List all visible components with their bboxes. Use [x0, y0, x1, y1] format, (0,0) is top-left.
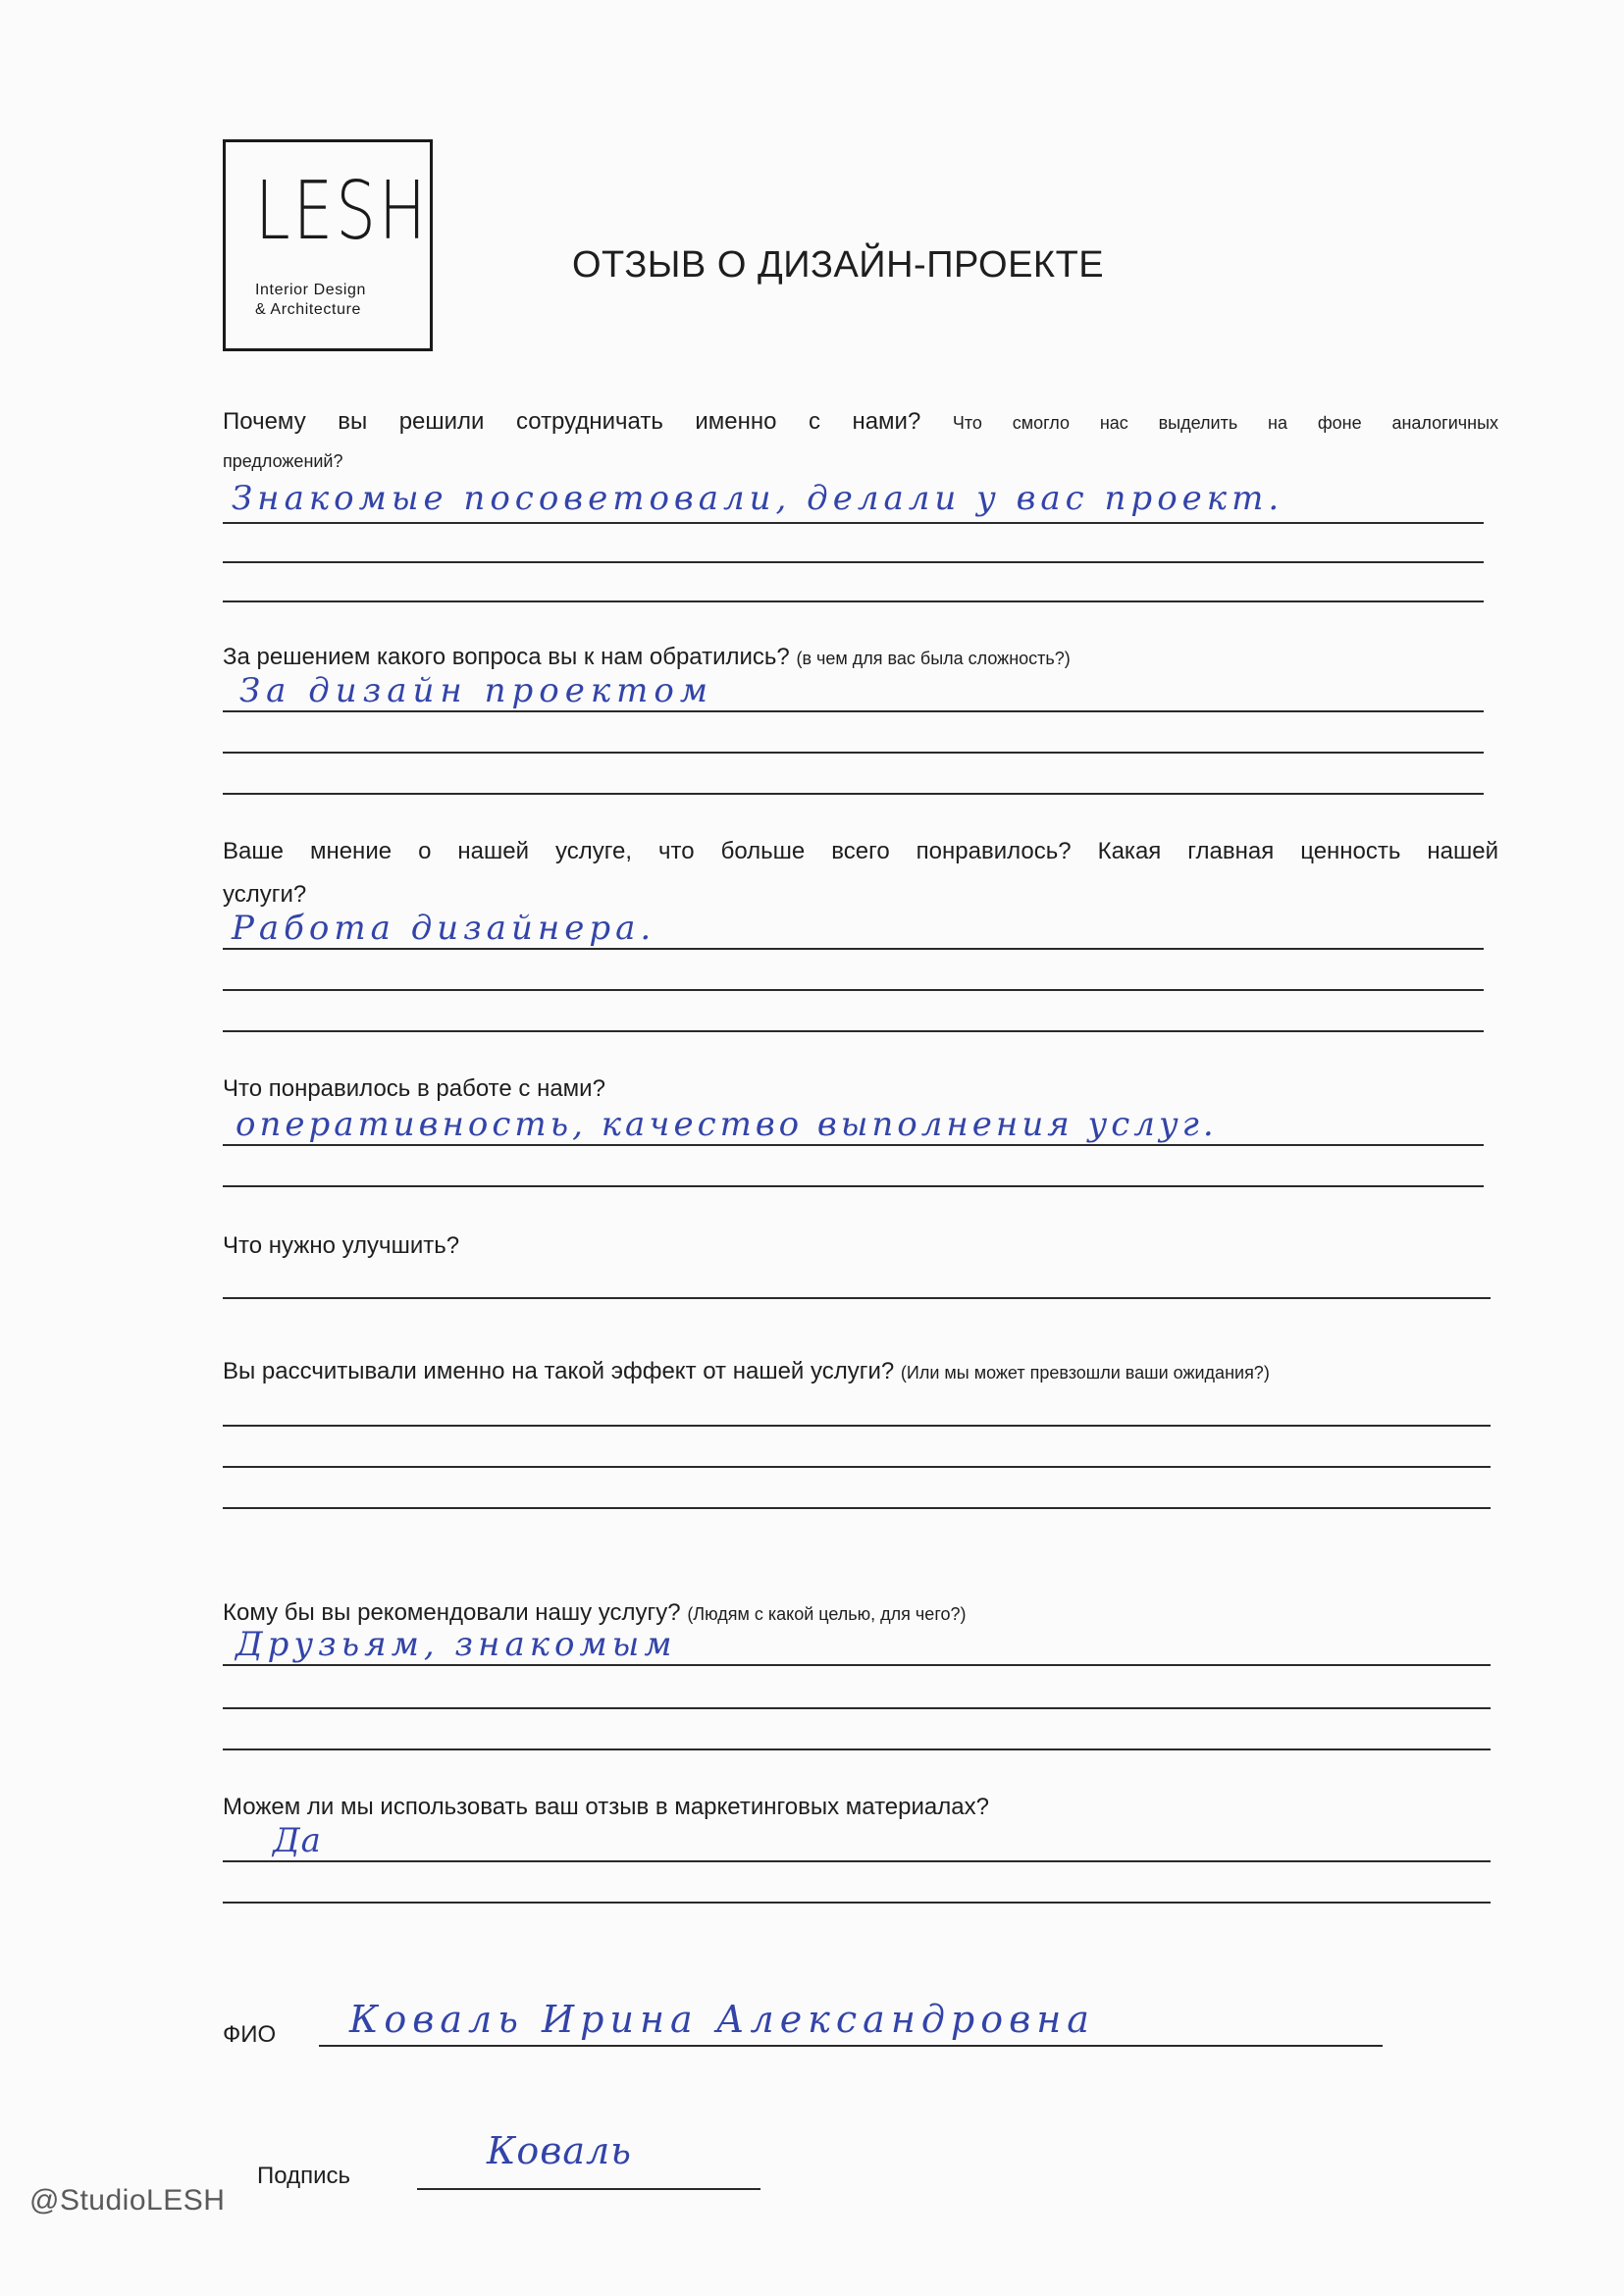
- question-6-hint: (Или мы может превзошли ваши ожидания?): [900, 1363, 1270, 1383]
- question-1-hint: Что смогло нас выделить на фоне аналогичных: [952, 413, 1499, 433]
- question-1-text: Почему вы решили сотрудничать именно с нами?: [223, 408, 921, 435]
- logo-tagline-line1: Interior Design: [255, 282, 367, 298]
- fio-handwriting: Коваль Ирина Александровна: [349, 1998, 1095, 2041]
- answer-line: [223, 1425, 1491, 1427]
- answer-7-handwriting: Друзьям, знакомым: [236, 1625, 677, 1664]
- question-8: Можем ли мы использовать ваш отзыв в маркетинговых материалах?: [223, 1794, 989, 1820]
- signature-handwriting: Коваль: [487, 2129, 632, 2172]
- answer-line: [223, 1030, 1484, 1032]
- logo-tagline: [255, 281, 366, 320]
- watermark: @StudioLESH: [29, 2184, 226, 2217]
- answer-line: [223, 752, 1484, 754]
- answer-1-handwriting: Знакомые посоветовали, делали у вас проект.: [232, 479, 1284, 518]
- question-7-text: Кому бы вы рекомендовали нашу услугу?: [223, 1599, 681, 1626]
- signature-line: [417, 2188, 760, 2190]
- answer-line: [223, 561, 1484, 563]
- answer-line: [223, 948, 1484, 950]
- answer-line: [223, 1507, 1491, 1509]
- answer-line: [223, 1860, 1491, 1862]
- logo-name: LESH: [255, 165, 430, 258]
- question-4: Что понравилось в работе с нами?: [223, 1075, 605, 1102]
- answer-4-handwriting: оперативность, качество выполнения услуг.: [236, 1105, 1218, 1144]
- question-1-hint-cont: предложений?: [223, 451, 343, 471]
- answer-line: [223, 1185, 1484, 1187]
- answer-line: [223, 1466, 1491, 1468]
- question-7-hint: (Людям с какой целью, для чего?): [687, 1604, 967, 1624]
- page-title: ОТЗЫВ О ДИЗАЙН-ПРОЕКТЕ: [572, 244, 1105, 286]
- answer-line: [223, 989, 1484, 991]
- answer-line: [223, 710, 1484, 712]
- answer-line: [223, 793, 1484, 795]
- question-1: [223, 400, 1498, 444]
- question-2-hint: (в чем для вас была сложность?): [796, 649, 1071, 668]
- company-logo: [223, 139, 433, 351]
- question-2-text: За решением какого вопроса вы к нам обратились?: [223, 644, 790, 670]
- answer-3-handwriting: Работа дизайнера.: [232, 909, 656, 948]
- answer-2-handwriting: За дизайн проектом: [239, 671, 714, 710]
- question-6-text: Вы рассчитывали именно на такой эффект от нашей услуги?: [223, 1358, 895, 1384]
- answer-8-handwriting: Да: [273, 1821, 322, 1860]
- answer-line: [223, 1297, 1491, 1299]
- fio-label: ФИО: [223, 2021, 277, 2048]
- signature-label: Подпись: [257, 2163, 350, 2189]
- logo-tagline-line2: & Architecture: [255, 301, 362, 318]
- answer-line: [223, 600, 1484, 602]
- answer-line: [223, 1664, 1491, 1666]
- question-5: Что нужно улучшить?: [223, 1232, 460, 1259]
- answer-line: [223, 1902, 1491, 1904]
- question-6: [223, 1350, 1270, 1394]
- question-3-cont: услуги?: [223, 881, 307, 908]
- answer-line: [223, 1707, 1491, 1709]
- answer-line: [223, 1144, 1484, 1146]
- answer-line: [223, 522, 1484, 524]
- answer-line: [223, 1748, 1491, 1750]
- question-3: Ваше мнение о нашей услуге, что больше всего понравилось? Какая главная ценность нашей: [223, 838, 1498, 864]
- fio-line: [319, 2045, 1383, 2047]
